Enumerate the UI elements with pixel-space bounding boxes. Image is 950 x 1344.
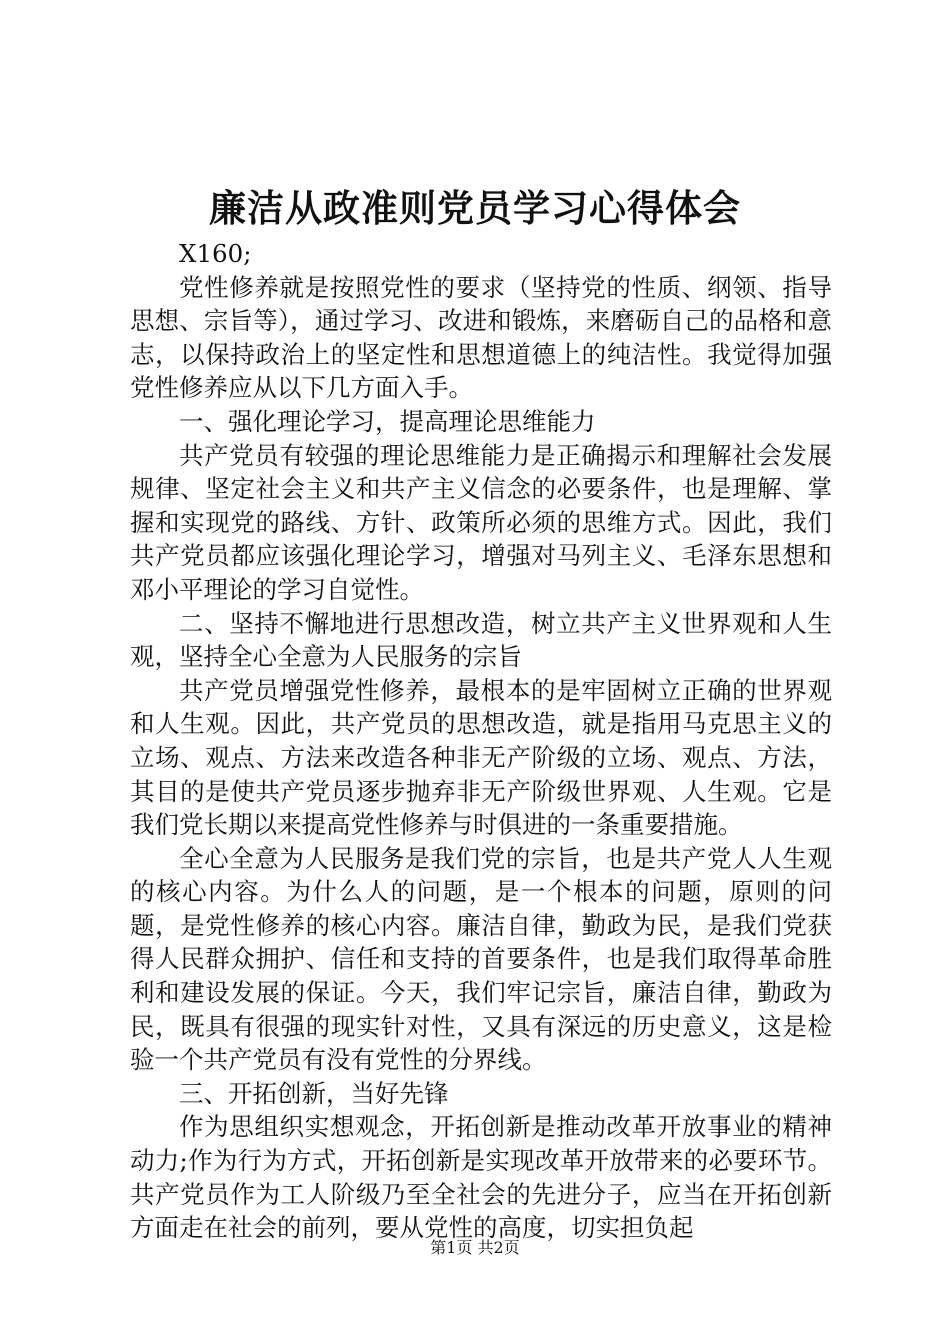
page-footer: 第1页 共2页 (430, 1238, 520, 1257)
section-heading-2: 二、坚持不懈地进行思想改造，树立共产主义世界观和人生观，坚持全心全意为人民服务的宗旨 (130, 608, 832, 672)
document-body (130, 237, 832, 1245)
document-title: 廉洁从政准则党员学习心得体会 (209, 186, 741, 230)
paragraph-intro: 党性修养就是按照党性的要求（坚持党的性质、纲领、指导思想、宗旨等），通过学习、改进和锻炼，来磨砺自己的品格和意志，以保持政治上的坚定性和思想道德上的纯洁性。我觉得加强党性修养应从以下几方面入手。 (130, 272, 832, 403)
paragraph-service: 全心全意为人民服务是我们党的宗旨，也是共产党人人生观的核心内容。为什么人的问题，是一个根本的问题，原则的问题，是党性修养的核心内容。廉洁自律，勤政为民，是我们党获得人民群众拥护、信任和支持的首要条件，也是我们取得革命胜利和建设发展的保证。今天，我们牢记宗旨，廉洁自律，勤政为民，既具有很强的现实针对性，又具有深远的历史意义，这是检验一个共产党员有没有党性的分界线。 (130, 843, 832, 1075)
paragraph-innovation: 作为思组织实想观念，开拓创新是推动改革开放事业的精神动力;作为行为方式，开拓创新是实现改革开放带来的必要环节。共产党员作为工人阶级乃至全社会的先进分子，应当在开拓创新方面走在社会的前列，要从党性的高度，切实担负起 (130, 1112, 832, 1243)
section-heading-3: 三、开拓创新，当好先锋 (179, 1078, 449, 1108)
paragraph-theory: 共产党员有较强的理论思维能力是正确揭示和理解社会发展规律、坚定社会主义和共产主义信念的必要条件，也是理解、掌握和实现党的路线、方针、政策所必须的思维方式。因此，我们共产党员都应该强化理论学习，增强对马列主义、毛泽东思想和邓小平理论的学习自觉性。 (130, 440, 832, 604)
paragraph-worldview: 共产党员增强党性修养，最根本的是牢固树立正确的世界观和人生观。因此，共产党员的思想改造，就是指用马克思主义的立场、观点、方法来改造各种非无产阶级的立场、观点、方法，其目的是使共产党员逐步抛弃非无产阶级世界观、人生观。它是我们党长期以来提高党性修养与时俱进的一条重要措施。 (130, 675, 832, 840)
paragraph-code: X160; (179, 239, 252, 268)
section-heading-1: 一、强化理论学习，提高理论思维能力 (179, 406, 596, 436)
